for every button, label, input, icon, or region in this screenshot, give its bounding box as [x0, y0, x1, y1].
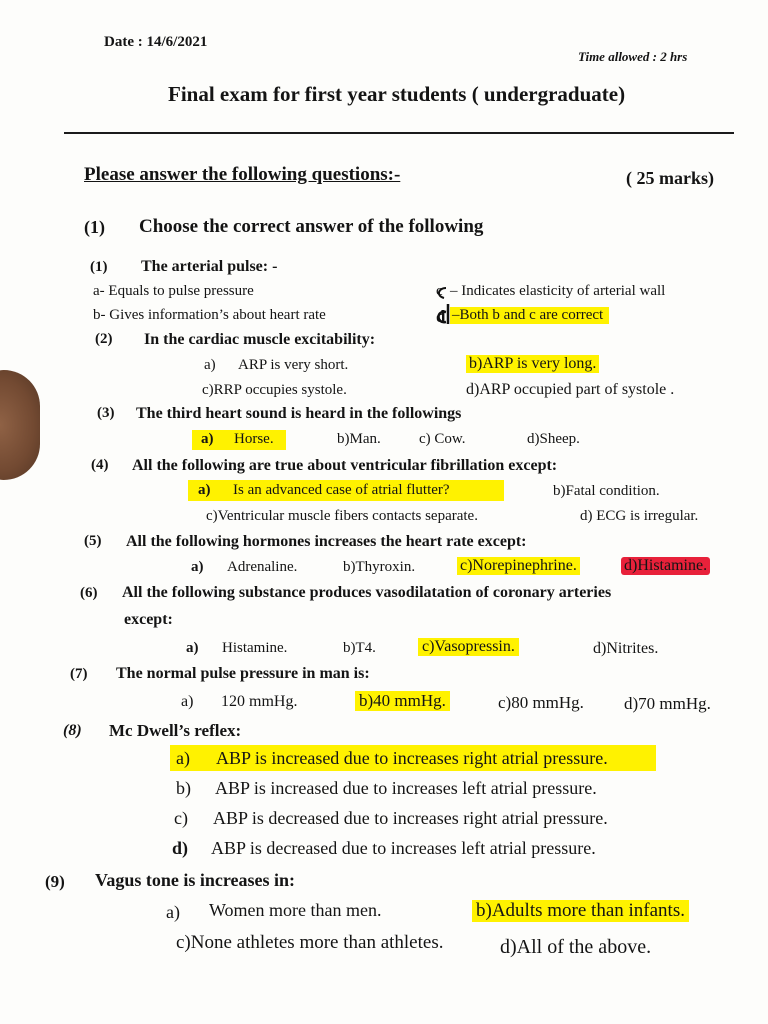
question-6-text: All the following substance produces vasodilatation of coronary arteries — [122, 584, 612, 601]
question-9-option-b: b)Adults more than infants. — [472, 900, 689, 922]
question-3-number: (3) — [97, 405, 115, 421]
question-2-text: In the cardiac muscle excitability: — [144, 331, 376, 348]
question-4-text: All the following are true about ventricular fibrillation except: — [132, 457, 558, 474]
question-5-text: All the following hormones increases the heart rate except: — [126, 533, 527, 550]
question-6-text-continued: except: — [124, 611, 173, 628]
question-8-option-c: ABP is decreased due to increases right atrial pressure. — [213, 808, 608, 828]
question-6-option-c: c)Vasopressin. — [418, 638, 519, 656]
question-8-option-a-letter: a) — [176, 748, 190, 768]
question-8-option-c-letter: c) — [174, 808, 188, 828]
exam-title: Final exam for first year students ( undergraduate) — [168, 82, 626, 106]
question-7-number: (7) — [70, 666, 88, 682]
question-6-option-d: d)Nitrites. — [593, 640, 659, 657]
question-5-option-d: d)Histamine. — [621, 557, 710, 575]
question-7-option-a-letter: a) — [181, 693, 194, 710]
question-6-option-a-letter: a) — [186, 640, 199, 656]
question-1-number: (1) — [90, 259, 108, 275]
question-8-option-b-letter: b) — [176, 778, 191, 798]
question-6-number: (6) — [80, 585, 98, 601]
question-2-option-a-letter: a) — [204, 357, 216, 373]
question-3-option-a: Horse. — [234, 431, 274, 447]
question-9-option-d: d)All of the above. — [500, 936, 652, 958]
question-1-text: The arterial pulse: - — [141, 258, 278, 275]
section-title: Choose the correct answer of the following — [139, 216, 484, 237]
section-number: (1) — [84, 217, 105, 237]
question-2-option-a: ARP is very short. — [238, 357, 349, 373]
question-4-option-c: c)Ventricular muscle fibers contacts separate. — [206, 508, 478, 524]
question-1-option-c: – Indicates elasticity of arterial wall — [450, 283, 666, 299]
total-marks: ( 25 marks) — [626, 168, 714, 188]
question-7-option-d: d)70 mmHg. — [624, 694, 711, 713]
question-5-option-a-letter: a) — [191, 559, 204, 575]
question-8-option-d: ABP is decreased due to increases left atrial pressure. — [211, 838, 596, 858]
thumb-photo-artifact — [0, 370, 40, 480]
exam-date: Date : 14/6/2021 — [104, 34, 208, 50]
question-8-number: (8) — [63, 722, 82, 739]
question-4-number: (4) — [91, 457, 109, 473]
question-3-option-d: d)Sheep. — [527, 431, 580, 447]
question-4-option-a: Is an advanced case of atrial flutter? — [233, 482, 450, 498]
question-5-option-c: c)Norepinephrine. — [457, 557, 580, 575]
question-7-option-a: 120 mmHg. — [221, 693, 298, 710]
title-divider — [64, 132, 734, 134]
question-5-option-a: Adrenaline. — [227, 559, 298, 575]
question-2-number: (2) — [95, 331, 113, 347]
question-1-option-a: a- Equals to pulse pressure — [93, 283, 254, 299]
question-1-option-c-marker: c — [436, 283, 443, 299]
question-5-number: (5) — [84, 533, 102, 549]
question-9-option-c: c)None athletes more than athletes. — [176, 932, 444, 953]
question-1-option-d: –Both b and c are correct — [450, 307, 609, 324]
question-7-option-b: b)40 mmHg. — [355, 691, 450, 711]
question-8-text: Mc Dwell’s reflex: — [109, 721, 242, 740]
question-1-option-d-marker: d — [436, 307, 446, 326]
question-3-option-a-letter: a) — [201, 431, 214, 447]
instruction-text: Please answer the following questions:- — [84, 164, 401, 185]
question-2-option-c: c)RRP occupies systole. — [202, 382, 347, 398]
question-8-option-a: ABP is increased due to increases right atrial pressure. — [216, 748, 608, 768]
question-9-text: Vagus tone is increases in: — [95, 870, 296, 890]
question-9-option-a-letter: a) — [166, 902, 180, 922]
question-7-option-c: c)80 mmHg. — [498, 693, 584, 712]
question-6-option-a: Histamine. — [222, 640, 288, 656]
time-allowed: Time allowed : 2 hrs — [578, 49, 688, 64]
question-4-option-a-letter: a) — [198, 482, 211, 498]
question-3-option-b: b)Man. — [337, 431, 381, 447]
question-9-number: (9) — [45, 872, 65, 891]
question-5-option-b: b)Thyroxin. — [343, 559, 416, 575]
question-3-option-c: c) Cow. — [419, 431, 466, 447]
question-1-option-b: b- Gives information’s about heart rate — [93, 307, 326, 323]
question-2-option-d: d)ARP occupied part of systole . — [466, 381, 675, 398]
question-6-option-b: b)T4. — [343, 640, 376, 656]
question-3-text: The third heart sound is heard in the followings — [136, 405, 462, 422]
question-8-option-b: ABP is increased due to increases left atrial pressure. — [215, 778, 597, 798]
question-9-option-a: Women more than men. — [209, 900, 382, 920]
question-8-option-d-letter: d) — [172, 838, 189, 858]
question-4-option-d: d) ECG is irregular. — [580, 508, 699, 524]
question-2-option-b: b)ARP is very long. — [466, 355, 599, 373]
question-4-option-b: b)Fatal condition. — [553, 483, 660, 499]
question-7-text: The normal pulse pressure in man is: — [116, 665, 370, 682]
